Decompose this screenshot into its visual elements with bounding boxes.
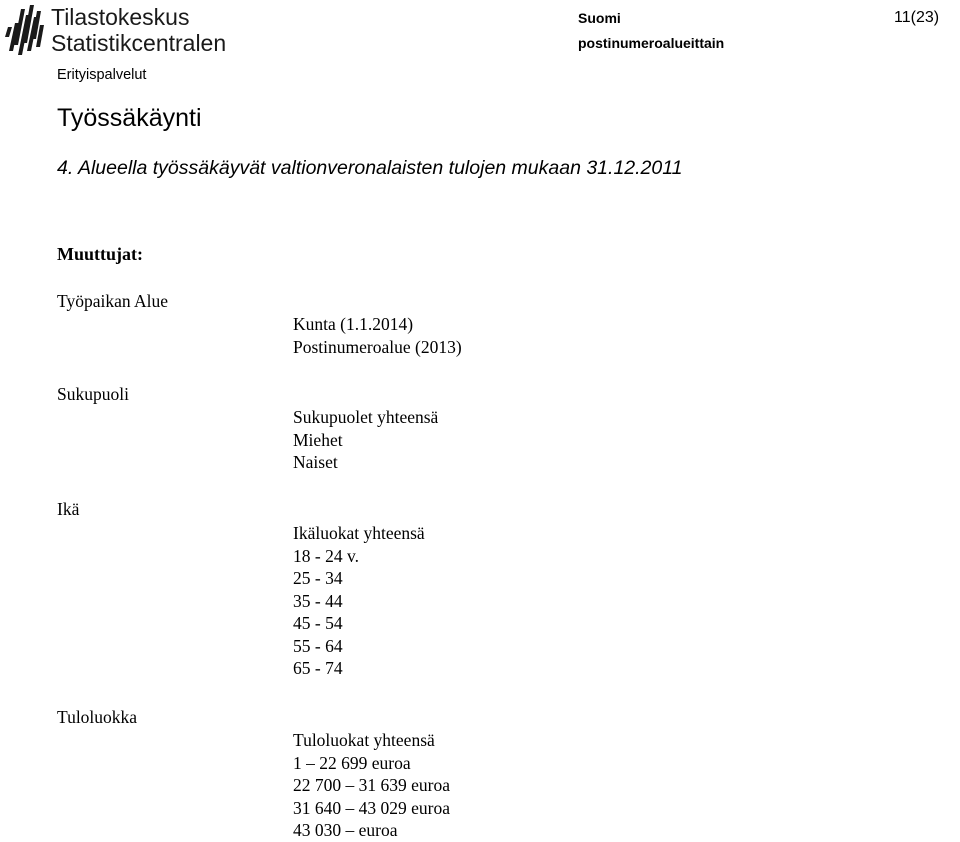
variable-name-income-class: Tuloluokka [57, 707, 138, 727]
page-number: 11(23) [894, 9, 940, 26]
logo-name-sv: Statistikcentralen [51, 30, 227, 56]
variable-name-age: Ikä [57, 499, 80, 519]
value-item: 22 700 – 31 639 euroa [293, 775, 450, 795]
value-item: Kunta (1.1.2014) [293, 314, 414, 334]
logo-mark-icon [3, 1, 253, 57]
value-item: 65 - 74 [293, 658, 343, 678]
variable-values-income-class [293, 729, 450, 842]
unit-name: Erityispalvelut [57, 67, 147, 83]
value-item: 45 - 54 [293, 613, 343, 633]
logo-name-fi: Tilastokeskus [51, 4, 190, 30]
value-item: 1 – 22 699 euroa [293, 752, 411, 773]
variable-values-gender [293, 406, 438, 474]
value-item: Ikäluokat yhteensä [293, 523, 425, 543]
value-item: 43 030 – euroa [293, 820, 398, 840]
value-item: Sukupuolet yhteensä [293, 407, 439, 427]
variable-values-workplace-area [293, 313, 462, 358]
header-region-level: postinumeroalueittain [578, 35, 725, 51]
header-language: Suomi [578, 10, 621, 26]
value-item: Miehet [293, 429, 343, 450]
value-item: 25 - 34 [293, 568, 343, 588]
value-item: Postinumeroalue (2013) [293, 336, 462, 357]
value-item: 18 - 24 v. [293, 545, 359, 566]
variables-heading: Muuttujat: [57, 244, 143, 264]
value-item: 31 640 – 43 029 euroa [293, 797, 450, 818]
value-item: 35 - 44 [293, 590, 343, 611]
page-title: Työssäkäynti [57, 104, 202, 132]
value-item: Tuloluokat yhteensä [293, 730, 435, 750]
variable-name-workplace-area: Työpaikan Alue [57, 291, 169, 311]
table-title: 4. Alueella työssäkäyvät valtionveronalaisten tulojen mukaan 31.12.2011 [57, 157, 683, 179]
value-item: 55 - 64 [293, 635, 343, 656]
value-item: Naiset [293, 452, 338, 472]
tilastokeskus-logo [3, 1, 253, 57]
variable-name-gender: Sukupuoli [57, 384, 129, 404]
variable-values-age [293, 522, 425, 680]
